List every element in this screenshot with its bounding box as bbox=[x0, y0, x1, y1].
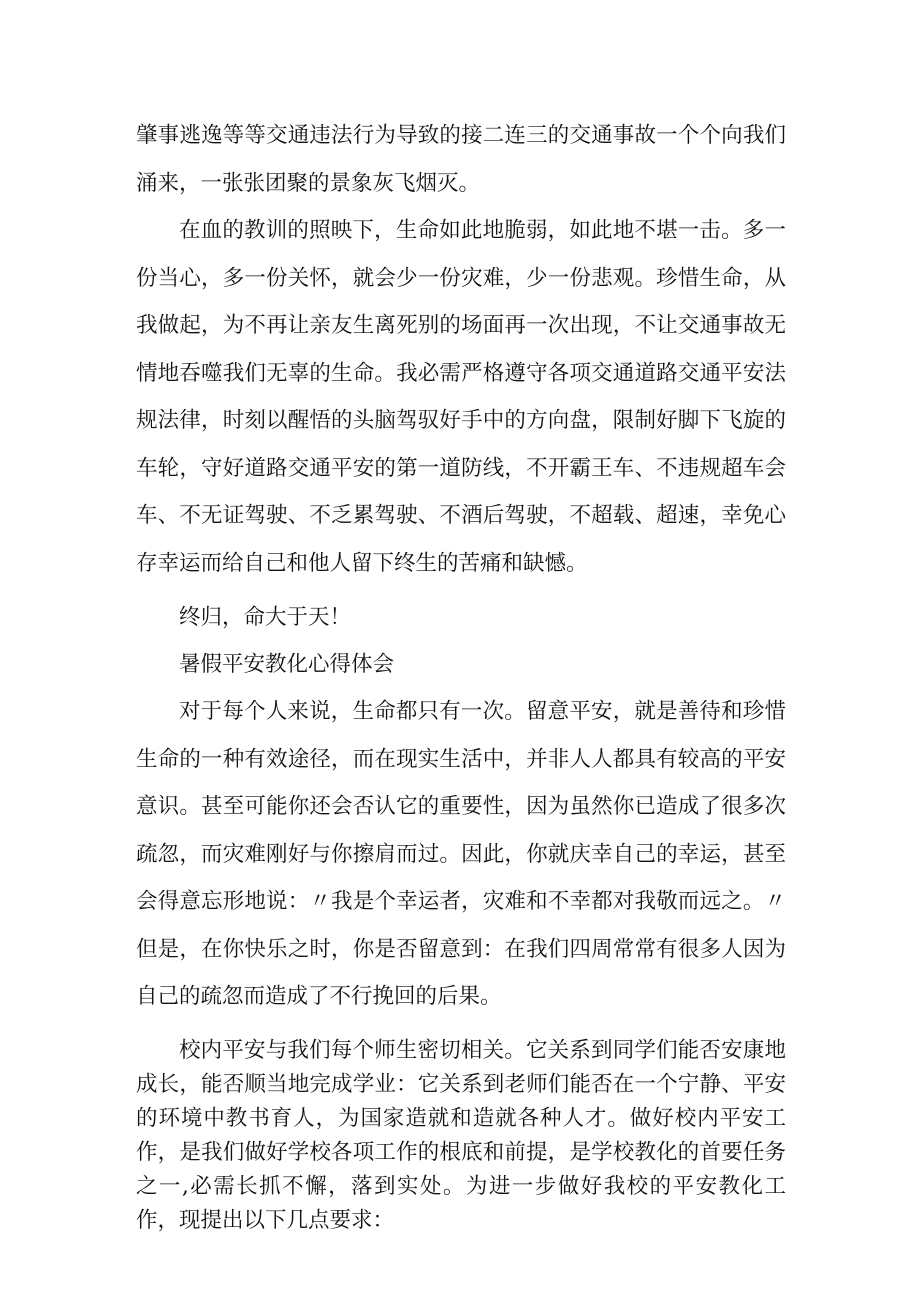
paragraph-cherish-life: 在血的教训的照映下，生命如此地脆弱，如此地不堪一击。多一份当心，多一份关怀，就会少一份灾难，少一份悲观。珍惜生命，从我做起，为不再让亲友生离死别的场面再一次出现，不让交通事故无情地吞噬我们无辜的生命。我必需严格遵守各项交通道路交通平安法规法律，时刻以醒悟的头脑驾驭好手中的方向盘，限制好脚下飞旋的车轮，守好道路交通平安的第一道防线，不开霸王车、不违规超车会车、不无证驾驶、不乏累驾驶、不酒后驾驶，不超载、超速，幸免心存幸运而给自己和他人留下终生的苦痛和缺憾。 bbox=[136, 218, 786, 576]
paragraph-traffic-accidents: 肇事逃逸等等交通违法行为导致的接二连三的交通事故一个个向我们涌来，一张张团聚的景象灰飞烟灭。 bbox=[136, 123, 786, 196]
section-heading: 暑假平安教化心得体会 bbox=[179, 652, 395, 677]
paragraph-campus-safety: 校内平安与我们每个师生密切相关。它关系到同学们能否安康地成长，能否顺当地完成学业：它关系到老师们能否在一个宁静、平安的环境中教书育人，为国家造就和造就各种人才。做好校内平安工作，是我们做好学校各项工作的根底和前提，是学校教化的首要任务之一,必需长抓不懈，落到实处。为进一步做好我校的平安教化工作，现提出以下几点要求： bbox=[136, 1038, 786, 1233]
paragraph-safety-awareness: 对于每个人来说，生命都只有一次。留意平安，就是善待和珍惜生命的一种有效途径，而在现实生活中，并非人人都具有较高的平安意识。甚至可能你还会否认它的重要性，因为虽然你已造成了很多次疏忽，而灾难刚好与你擦肩而过。因此，你就庆幸自己的幸运，甚至会得意忘形地说：〃我是个幸运者，灾难和不幸都对我敬而远之。〃但是，在你快乐之时，你是否留意到：在我们四周常常有很多人因为自己的疏忽而造成了不行挽回的后果。 bbox=[136, 699, 786, 1009]
paragraph-life-above-all: 终归，命大于天！ bbox=[179, 605, 352, 630]
